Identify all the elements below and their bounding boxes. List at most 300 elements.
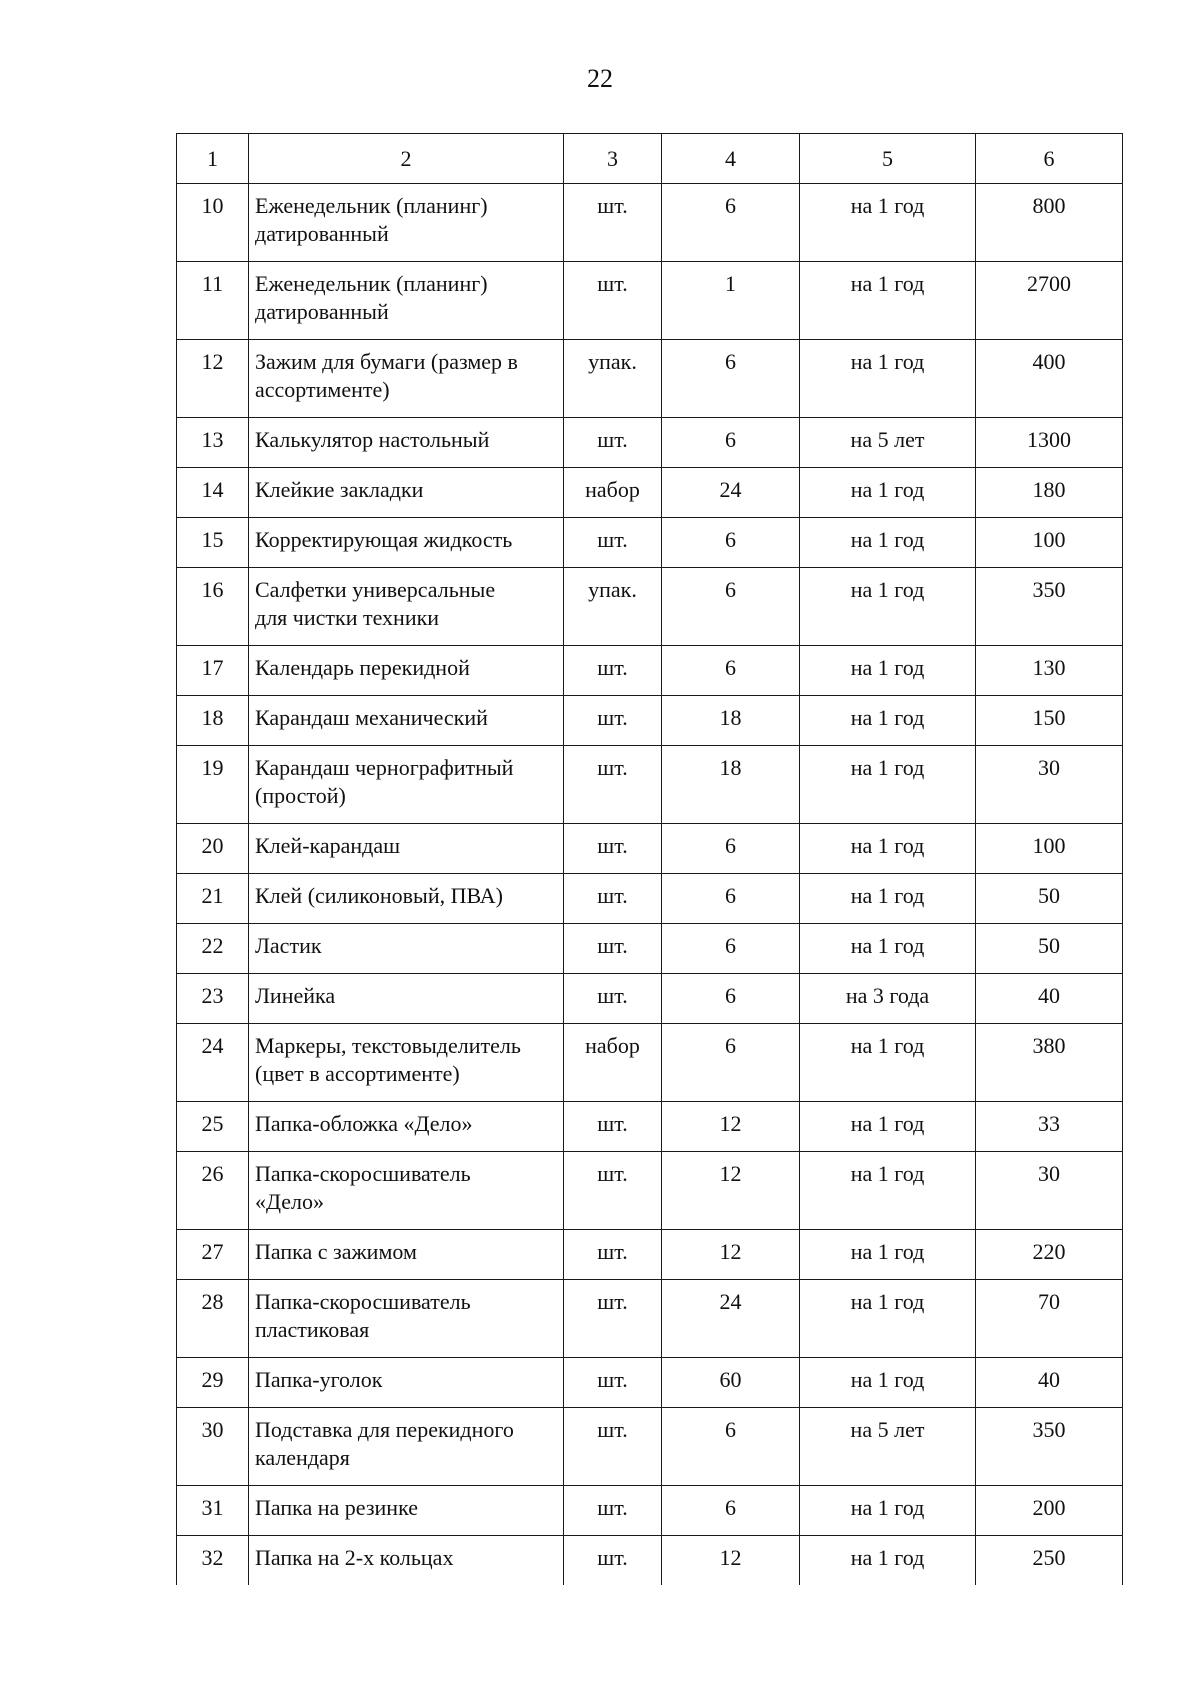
unit-cell: [564, 696, 662, 746]
item-name: [249, 646, 563, 688]
unit-cell-text: набор: [585, 477, 640, 502]
row-number-cell-text: 20: [201, 833, 224, 858]
item-name-cell: [249, 1408, 564, 1486]
term-cell: [800, 646, 976, 696]
unit-cell-text: шт.: [597, 1417, 628, 1442]
row-number-cell: [177, 468, 249, 518]
term-cell: [800, 468, 976, 518]
quantity-cell: [662, 568, 800, 646]
quantity-cell: [662, 746, 800, 824]
term-cell: [800, 824, 976, 874]
column-header-6: 6: [976, 134, 1123, 184]
row-number-cell: [177, 418, 249, 468]
page-number: 22: [587, 64, 613, 93]
item-name-cell: [249, 1486, 564, 1536]
price-cell-text: 50: [1038, 883, 1060, 908]
item-name: [249, 468, 563, 510]
item-name-line: «Дело»: [255, 1189, 325, 1214]
price-cell-text: 220: [1032, 1239, 1066, 1264]
price-cell: [976, 924, 1123, 974]
item-name-line: календаря: [255, 1445, 350, 1470]
table-row: [177, 874, 1123, 924]
quantity-cell: [662, 974, 800, 1024]
table-row: [177, 340, 1123, 418]
term-cell: [800, 184, 976, 262]
price-cell: [976, 1536, 1123, 1586]
price-cell-text: 200: [1032, 1495, 1066, 1520]
row-number-cell-text: 31: [201, 1495, 224, 1520]
unit-cell: [564, 468, 662, 518]
item-name-line: Папка на 2-х кольцах: [255, 1545, 454, 1570]
term-cell-text: на 1 год: [850, 193, 925, 218]
term-cell: [800, 262, 976, 340]
unit-cell-text: шт.: [597, 983, 628, 1008]
term-cell: [800, 340, 976, 418]
table-row: [177, 924, 1123, 974]
row-number-cell: [177, 184, 249, 262]
term-cell-text: на 1 год: [850, 1495, 925, 1520]
item-name-cell: [249, 1024, 564, 1102]
unit-cell-text: шт.: [597, 1545, 628, 1570]
item-name: [249, 974, 563, 1016]
price-cell: [976, 1280, 1123, 1358]
term-cell-text: на 1 год: [850, 755, 925, 780]
row-number-cell: [177, 1536, 249, 1586]
price-cell-text: 150: [1032, 705, 1066, 730]
row-number-cell-text: 11: [201, 271, 224, 296]
item-name: [249, 1408, 563, 1478]
quantity-cell-text: 6: [725, 983, 736, 1008]
price-cell: [976, 262, 1123, 340]
price-cell: [976, 1486, 1123, 1536]
item-name: [249, 518, 563, 560]
item-name-line: Зажим для бумаги (размер в: [255, 349, 518, 374]
quantity-cell: [662, 1486, 800, 1536]
term-cell-text: на 1 год: [850, 833, 925, 858]
item-name-cell: [249, 340, 564, 418]
column-header-1: 1: [177, 134, 249, 184]
price-cell: [976, 184, 1123, 262]
item-name-cell: [249, 1152, 564, 1230]
term-cell: [800, 1408, 976, 1486]
column-header-4: 4: [662, 134, 800, 184]
row-number-cell: [177, 824, 249, 874]
row-number-cell-text: 10: [201, 193, 224, 218]
term-cell: [800, 568, 976, 646]
price-cell: [976, 1024, 1123, 1102]
price-cell-text: 2700: [1027, 271, 1071, 296]
quantity-cell-text: 12: [719, 1161, 742, 1186]
term-cell-text: на 1 год: [850, 527, 925, 552]
quantity-cell-text: 6: [725, 427, 736, 452]
item-name-line: датированный: [255, 221, 389, 246]
row-number-cell: [177, 262, 249, 340]
unit-cell-text: набор: [585, 1033, 640, 1058]
table-row: [177, 974, 1123, 1024]
unit-cell: [564, 1358, 662, 1408]
row-number-cell-text: 17: [201, 655, 224, 680]
unit-cell-text: шт.: [597, 705, 628, 730]
item-name-line: Еженедельник (планинг): [255, 271, 488, 296]
price-cell: [976, 468, 1123, 518]
item-name-cell: [249, 518, 564, 568]
price-cell-text: 40: [1038, 1367, 1060, 1392]
term-cell: [800, 874, 976, 924]
unit-cell: [564, 1486, 662, 1536]
unit-cell: [564, 1102, 662, 1152]
quantity-cell: [662, 418, 800, 468]
price-cell-text: 130: [1032, 655, 1066, 680]
term-cell-text: на 1 год: [850, 655, 925, 680]
quantity-cell: [662, 824, 800, 874]
row-number-cell: [177, 1486, 249, 1536]
row-number-cell-text: 15: [201, 527, 224, 552]
quantity-cell-text: 12: [719, 1111, 742, 1136]
quantity-cell: [662, 468, 800, 518]
item-name-line: (простой): [255, 783, 346, 808]
unit-cell: [564, 262, 662, 340]
item-name-line: Клей (силиконовый, ПВА): [255, 883, 503, 908]
unit-cell-text: упак.: [588, 577, 637, 602]
price-cell: [976, 874, 1123, 924]
table-row: [177, 468, 1123, 518]
row-number-cell-text: 16: [201, 577, 224, 602]
table-row: [177, 184, 1123, 262]
column-header-3: 3: [564, 134, 662, 184]
unit-cell: [564, 184, 662, 262]
price-cell: [976, 1408, 1123, 1486]
item-name: [249, 1102, 563, 1144]
item-name-line: Клейкие закладки: [255, 477, 424, 502]
quantity-cell: [662, 1152, 800, 1230]
item-name: [249, 824, 563, 866]
row-number-cell: [177, 646, 249, 696]
unit-cell: [564, 1152, 662, 1230]
item-name-cell: [249, 418, 564, 468]
item-name-cell: [249, 1280, 564, 1358]
quantity-cell-text: 6: [725, 833, 736, 858]
item-name: [249, 340, 563, 410]
unit-cell: [564, 646, 662, 696]
item-name-cell: [249, 468, 564, 518]
quantity-cell-text: 24: [719, 1289, 742, 1314]
item-name: [249, 696, 563, 738]
item-name: [249, 746, 563, 816]
price-cell-text: 100: [1032, 833, 1066, 858]
item-name-cell: [249, 646, 564, 696]
price-cell: [976, 418, 1123, 468]
item-name-line: Карандаш механический: [255, 705, 488, 730]
unit-cell-text: шт.: [597, 527, 628, 552]
term-cell-text: на 1 год: [850, 1161, 925, 1186]
item-name-line: Папка-скоросшиватель: [255, 1289, 471, 1314]
row-number-cell-text: 27: [201, 1239, 224, 1264]
item-name: [249, 1486, 563, 1528]
price-cell-text: 70: [1038, 1289, 1060, 1314]
row-number-cell-text: 32: [201, 1545, 224, 1570]
item-name: [249, 184, 563, 254]
item-name-line: для чистки техники: [255, 605, 440, 630]
row-number-cell-text: 21: [201, 883, 224, 908]
table-row: [177, 1536, 1123, 1586]
item-name-cell: [249, 746, 564, 824]
row-number-cell: [177, 1102, 249, 1152]
unit-cell: [564, 1536, 662, 1586]
unit-cell-text: шт.: [597, 883, 628, 908]
row-number-cell-text: 12: [201, 349, 224, 374]
unit-cell: [564, 340, 662, 418]
item-name: [249, 1536, 563, 1578]
item-name-line: Ластик: [255, 933, 322, 958]
row-number-cell-text: 26: [201, 1161, 224, 1186]
unit-cell: [564, 518, 662, 568]
price-cell: [976, 746, 1123, 824]
item-name-cell: [249, 824, 564, 874]
column-header-2: 2: [249, 134, 564, 184]
term-cell-text: на 1 год: [850, 271, 925, 296]
item-name-cell: [249, 262, 564, 340]
price-cell-text: 40: [1038, 983, 1060, 1008]
quantity-cell: [662, 1408, 800, 1486]
item-name: [249, 418, 563, 460]
unit-cell-text: шт.: [597, 655, 628, 680]
term-cell-text: на 5 лет: [850, 1417, 925, 1442]
quantity-cell: [662, 518, 800, 568]
item-name-line: Папка-скоросшиватель: [255, 1161, 471, 1186]
unit-cell: [564, 924, 662, 974]
term-cell: [800, 1358, 976, 1408]
row-number-cell: [177, 340, 249, 418]
quantity-cell: [662, 1102, 800, 1152]
unit-cell-text: шт.: [597, 1111, 628, 1136]
term-cell: [800, 696, 976, 746]
item-name: [249, 1358, 563, 1400]
unit-cell-text: шт.: [597, 427, 628, 452]
item-name-cell: [249, 1102, 564, 1152]
term-cell: [800, 1280, 976, 1358]
price-cell: [976, 1230, 1123, 1280]
quantity-cell-text: 6: [725, 193, 736, 218]
row-number-cell-text: 23: [201, 983, 224, 1008]
quantity-cell-text: 6: [725, 933, 736, 958]
item-name-line: Подставка для перекидного: [255, 1417, 514, 1442]
table-row: [177, 1152, 1123, 1230]
row-number-cell: [177, 924, 249, 974]
table-row: [177, 1230, 1123, 1280]
price-cell: [976, 1358, 1123, 1408]
item-name: [249, 1280, 563, 1350]
unit-cell-text: шт.: [597, 1239, 628, 1264]
term-cell-text: на 5 лет: [850, 427, 925, 452]
item-name-cell: [249, 1536, 564, 1586]
quantity-cell: [662, 874, 800, 924]
table-row: [177, 262, 1123, 340]
item-name-line: Папка-уголок: [255, 1367, 383, 1392]
term-cell: [800, 1486, 976, 1536]
quantity-cell: [662, 1536, 800, 1586]
table-row: [177, 646, 1123, 696]
table-header-row: [177, 134, 1123, 184]
row-number-cell-text: 13: [201, 427, 224, 452]
term-cell-text: на 1 год: [850, 1033, 925, 1058]
item-name-line: Папка-обложка «Дело»: [255, 1111, 473, 1136]
quantity-cell: [662, 1280, 800, 1358]
item-name: [249, 1152, 563, 1222]
price-cell-text: 33: [1038, 1111, 1060, 1136]
term-cell: [800, 924, 976, 974]
item-name-line: (цвет в ассортименте): [255, 1061, 460, 1086]
quantity-cell: [662, 1230, 800, 1280]
unit-cell-text: шт.: [597, 193, 628, 218]
term-cell-text: на 1 год: [850, 1289, 925, 1314]
item-name-cell: [249, 874, 564, 924]
item-name: [249, 568, 563, 638]
price-cell-text: 30: [1038, 755, 1060, 780]
quantity-cell-text: 6: [725, 527, 736, 552]
term-cell: [800, 974, 976, 1024]
item-name-cell: [249, 974, 564, 1024]
item-name: [249, 1024, 563, 1094]
quantity-cell-text: 6: [725, 1033, 736, 1058]
row-number-cell: [177, 1230, 249, 1280]
price-cell-text: 350: [1032, 1417, 1066, 1442]
quantity-cell-text: 1: [725, 271, 736, 296]
term-cell: [800, 746, 976, 824]
quantity-cell-text: 12: [719, 1545, 742, 1570]
item-name-cell: [249, 184, 564, 262]
item-name-line: Карандаш чернографитный: [255, 755, 514, 780]
price-cell: [976, 974, 1123, 1024]
row-number-cell: [177, 518, 249, 568]
quantity-cell-text: 6: [725, 883, 736, 908]
unit-cell-text: шт.: [597, 1495, 628, 1520]
quantity-cell-text: 18: [719, 755, 742, 780]
quantity-cell: [662, 1358, 800, 1408]
row-number-cell: [177, 1024, 249, 1102]
price-cell: [976, 568, 1123, 646]
term-cell-text: на 1 год: [850, 1239, 925, 1264]
unit-cell-text: шт.: [597, 271, 628, 296]
row-number-cell: [177, 1152, 249, 1230]
price-cell-text: 180: [1032, 477, 1066, 502]
row-number-cell: [177, 1280, 249, 1358]
quantity-cell-text: 6: [725, 349, 736, 374]
price-cell: [976, 518, 1123, 568]
item-name: [249, 874, 563, 916]
table-row: [177, 1102, 1123, 1152]
term-cell: [800, 1102, 976, 1152]
quantity-cell: [662, 646, 800, 696]
term-cell: [800, 1230, 976, 1280]
item-name-line: датированный: [255, 299, 389, 324]
price-cell-text: 250: [1032, 1545, 1066, 1570]
unit-cell: [564, 418, 662, 468]
table-row: [177, 696, 1123, 746]
term-cell-text: на 1 год: [850, 477, 925, 502]
term-cell-text: на 1 год: [850, 1545, 925, 1570]
item-name-cell: [249, 1230, 564, 1280]
term-cell: [800, 418, 976, 468]
quantity-cell: [662, 340, 800, 418]
price-cell-text: 50: [1038, 933, 1060, 958]
quantity-cell: [662, 696, 800, 746]
term-cell-text: на 1 год: [850, 933, 925, 958]
quantity-cell-text: 60: [719, 1367, 742, 1392]
quantity-cell-text: 24: [719, 477, 742, 502]
price-cell: [976, 696, 1123, 746]
price-cell-text: 30: [1038, 1161, 1060, 1186]
quantity-cell: [662, 924, 800, 974]
item-name-line: пластиковая: [255, 1317, 370, 1342]
table-body: [177, 184, 1123, 1586]
term-cell: [800, 1536, 976, 1586]
term-cell-text: на 3 года: [845, 983, 930, 1008]
table-row: [177, 824, 1123, 874]
item-name-line: Салфетки универсальные: [255, 577, 496, 602]
quantity-cell: [662, 184, 800, 262]
price-cell: [976, 1102, 1123, 1152]
table-row: [177, 746, 1123, 824]
unit-cell-text: шт.: [597, 1367, 628, 1392]
row-number-cell-text: 30: [201, 1417, 224, 1442]
table-row: [177, 1358, 1123, 1408]
item-name-line: ассортименте): [255, 377, 390, 402]
quantity-cell-text: 6: [725, 1417, 736, 1442]
quantity-cell-text: 12: [719, 1239, 742, 1264]
supplies-table: [176, 133, 1123, 1585]
row-number-cell: [177, 974, 249, 1024]
term-cell-text: на 1 год: [850, 705, 925, 730]
price-cell-text: 1300: [1027, 427, 1071, 452]
item-name-line: Корректирующая жидкость: [255, 527, 513, 552]
unit-cell-text: шт.: [597, 755, 628, 780]
table-row: [177, 1024, 1123, 1102]
price-cell-text: 100: [1032, 527, 1066, 552]
row-number-cell: [177, 746, 249, 824]
price-cell: [976, 340, 1123, 418]
item-name-cell: [249, 696, 564, 746]
unit-cell: [564, 1024, 662, 1102]
table-row: [177, 418, 1123, 468]
row-number-cell-text: 19: [201, 755, 224, 780]
unit-cell-text: шт.: [597, 1289, 628, 1314]
table-row: [177, 568, 1123, 646]
unit-cell-text: упак.: [588, 349, 637, 374]
unit-cell: [564, 1230, 662, 1280]
price-cell-text: 800: [1032, 193, 1066, 218]
unit-cell-text: шт.: [597, 833, 628, 858]
row-number-cell-text: 29: [201, 1367, 224, 1392]
item-name: [249, 1230, 563, 1272]
item-name-line: Линейка: [255, 983, 336, 1008]
quantity-cell: [662, 262, 800, 340]
term-cell-text: на 1 год: [850, 1367, 925, 1392]
unit-cell: [564, 824, 662, 874]
quantity-cell: [662, 1024, 800, 1102]
table-row: [177, 1408, 1123, 1486]
item-name-line: Еженедельник (планинг): [255, 193, 488, 218]
row-number-cell-text: 22: [201, 933, 224, 958]
unit-cell-text: шт.: [597, 1161, 628, 1186]
term-cell-text: на 1 год: [850, 349, 925, 374]
unit-cell: [564, 746, 662, 824]
supplies-table-container: [176, 133, 1122, 1585]
row-number-cell: [177, 696, 249, 746]
price-cell-text: 380: [1032, 1033, 1066, 1058]
item-name-cell: [249, 924, 564, 974]
column-header-5: 5: [800, 134, 976, 184]
row-number-cell-text: 28: [201, 1289, 224, 1314]
